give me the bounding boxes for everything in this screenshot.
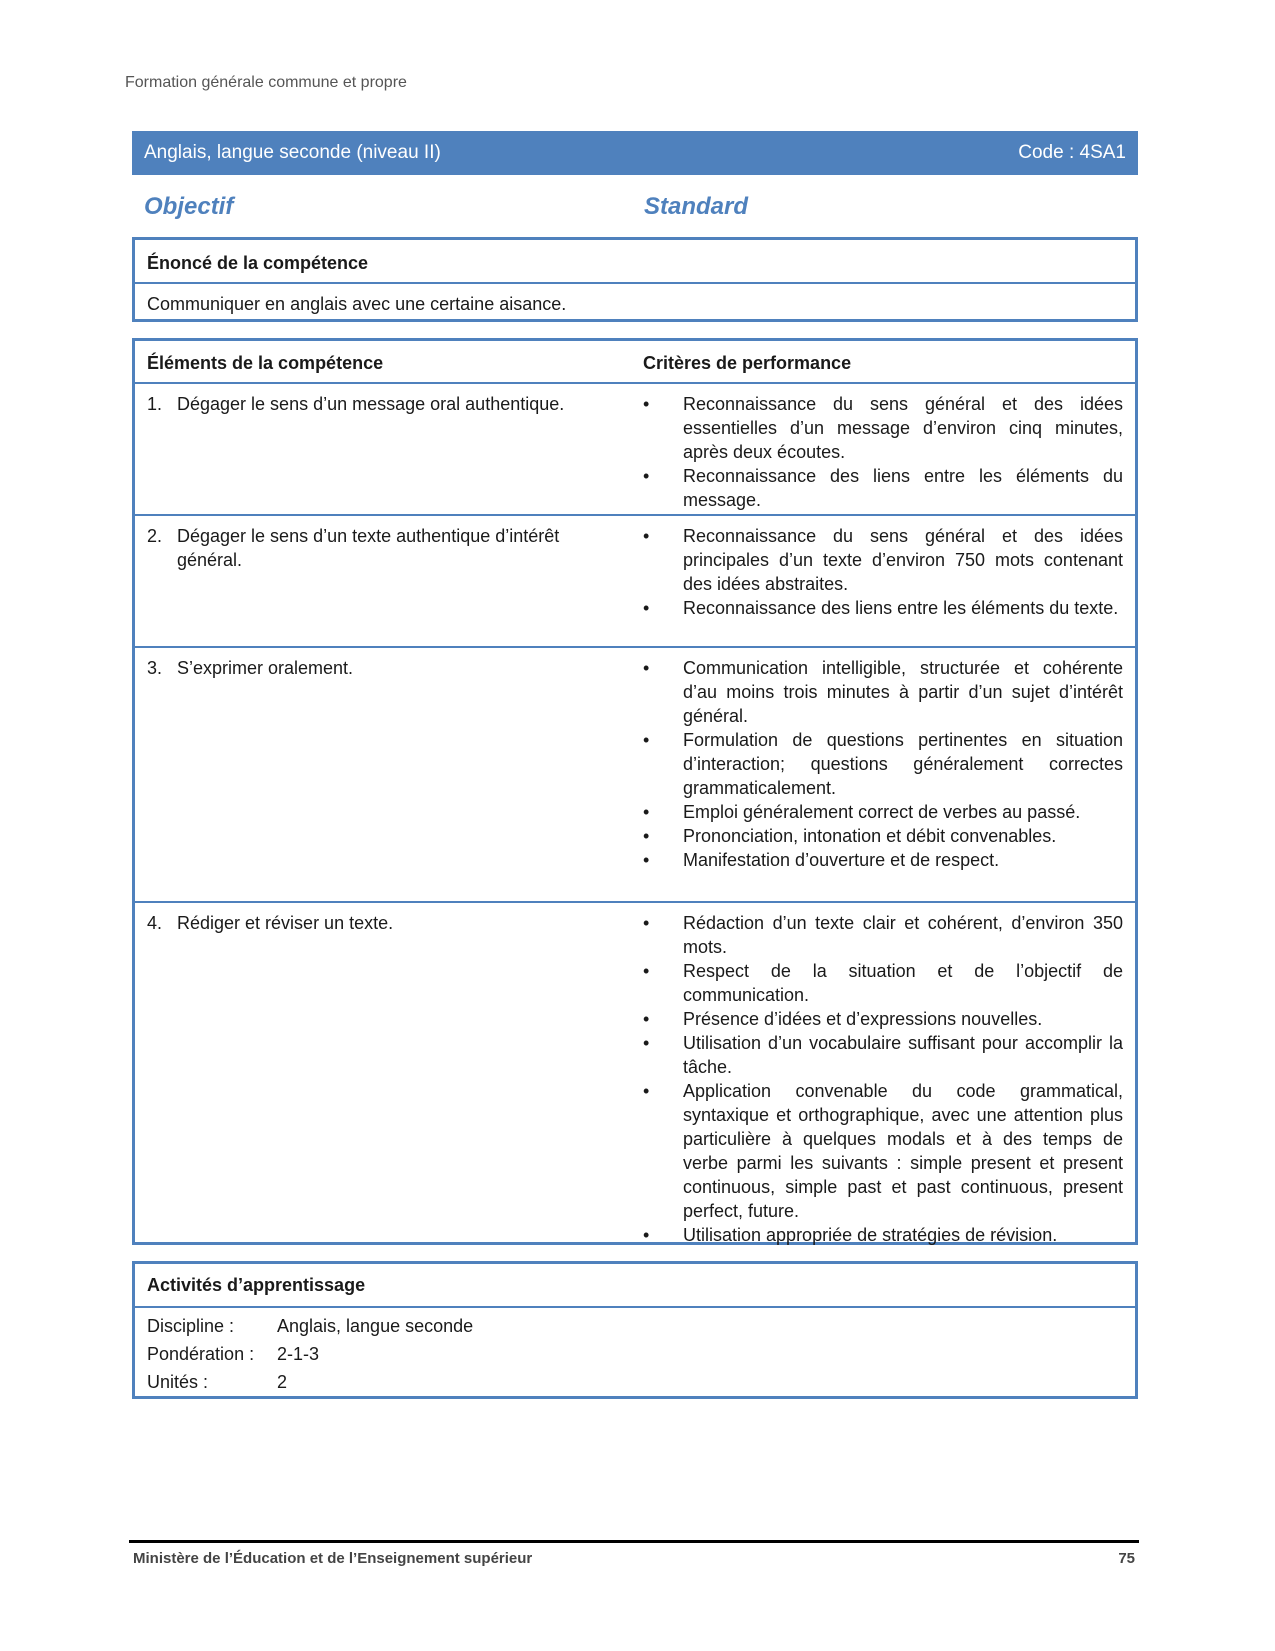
element-number: 3. xyxy=(147,658,163,678)
col-header-elements: Éléments de la compétence xyxy=(147,353,384,373)
divider xyxy=(135,1306,1135,1308)
ponderation-value: 2-1-3 xyxy=(277,1344,320,1364)
course-code: Code : 4SA1 xyxy=(1018,142,1126,163)
standard-heading: Standard xyxy=(644,193,749,220)
element-label: S’exprimer oralement. xyxy=(177,658,354,678)
criteria-item: • Manifestation d’ouverture et de respect. xyxy=(643,848,1123,872)
criteria-item: • Utilisation d’un vocabulaire suffisant pour accomplir la tâche. xyxy=(643,1031,1123,1079)
divider xyxy=(135,901,1135,903)
element-text xyxy=(147,656,617,680)
element-label: Rédiger et réviser un texte. xyxy=(177,913,394,933)
course-title: Anglais, langue seconde (niveau II) xyxy=(144,142,441,163)
table-row xyxy=(135,911,1135,1245)
footer-rule xyxy=(129,1540,1139,1543)
element-text xyxy=(147,392,617,416)
criteria-list xyxy=(643,656,1123,872)
discipline-value: Anglais, langue seconde xyxy=(277,1316,474,1336)
criteria-item: • Application convenable du code grammatical, syntaxique et orthographique, avec une attention plus particulière à quelques modals et à des temps de verbe parmi les suivants : simple present et present continuous, simple past et past continuous, present perfect, future. xyxy=(643,1079,1123,1223)
criteria-item: • Formulation de questions pertinentes en situation d’interaction; questions généralement correctes grammaticalement. xyxy=(643,728,1123,800)
element-number: 4. xyxy=(147,913,163,933)
element-text xyxy=(147,911,617,935)
unites-key: Unités : xyxy=(147,1372,209,1392)
divider xyxy=(135,282,1135,284)
footer-ministry: Ministère de l’Éducation et de l’Enseignement supérieur xyxy=(133,1550,533,1567)
criteria-item: • Utilisation appropriée de stratégies de révision. xyxy=(643,1223,1123,1247)
criteria-item: • Reconnaissance des liens entre les éléments du texte. xyxy=(643,596,1123,620)
element-text xyxy=(147,524,617,572)
table-row xyxy=(135,392,1135,517)
criteria-list xyxy=(643,392,1123,512)
activities-label: Activités d’apprentissage xyxy=(147,1275,366,1295)
criteria-list xyxy=(643,524,1123,620)
discipline-field xyxy=(147,1316,473,1337)
criteria-item: • Prononciation, intonation et débit convenables. xyxy=(643,824,1123,848)
element-number: 1. xyxy=(147,394,163,414)
criteria-item: • Reconnaissance du sens général et des idées essentielles d’un message d’environ cinq minutes, après deux écoutes. xyxy=(643,392,1123,464)
course-title-bar xyxy=(132,131,1138,175)
competence-elements-table xyxy=(132,338,1138,1245)
objectif-heading: Objectif xyxy=(144,193,234,220)
criteria-list xyxy=(643,911,1123,1247)
ponderation-key: Pondération : xyxy=(147,1344,255,1364)
competence-label: Énoncé de la compétence xyxy=(147,253,369,273)
unites-value: 2 xyxy=(277,1372,288,1392)
criteria-item: • Communication intelligible, structurée et cohérente d’au moins trois minutes à partir d’un sujet d’intérêt général. xyxy=(643,656,1123,728)
competence-statement: Communiquer en anglais avec une certaine aisance. xyxy=(147,294,567,314)
table-row xyxy=(135,524,1135,649)
divider xyxy=(135,646,1135,648)
unites-field xyxy=(147,1372,287,1393)
criteria-item: • Présence d’idées et d’expressions nouvelles. xyxy=(643,1007,1123,1031)
element-number: 2. xyxy=(147,526,163,546)
page-number: 75 xyxy=(1118,1550,1135,1567)
divider xyxy=(135,514,1135,516)
discipline-key: Discipline : xyxy=(147,1316,235,1336)
running-header: Formation générale commune et propre xyxy=(125,74,407,91)
element-label: Dégager le sens d’un texte authentique d’intérêt général. xyxy=(177,526,560,570)
competence-box xyxy=(132,237,1138,322)
criteria-item: • Emploi généralement correct de verbes au passé. xyxy=(643,800,1123,824)
criteria-item: • Reconnaissance des liens entre les éléments du message. xyxy=(643,464,1123,512)
table-row xyxy=(135,656,1135,906)
criteria-item: • Respect de la situation et de l’objectif de communication. xyxy=(643,959,1123,1007)
element-label: Dégager le sens d’un message oral authentique. xyxy=(177,394,565,414)
ponderation-field xyxy=(147,1344,319,1365)
activities-box xyxy=(132,1261,1138,1399)
criteria-item: • Rédaction d’un texte clair et cohérent, d’environ 350 mots. xyxy=(643,911,1123,959)
criteria-item: • Reconnaissance du sens général et des idées principales d’un texte d’environ 750 mots contenant des idées abstraites. xyxy=(643,524,1123,596)
divider xyxy=(135,382,1135,384)
col-header-criteres: Critères de performance xyxy=(643,353,852,373)
